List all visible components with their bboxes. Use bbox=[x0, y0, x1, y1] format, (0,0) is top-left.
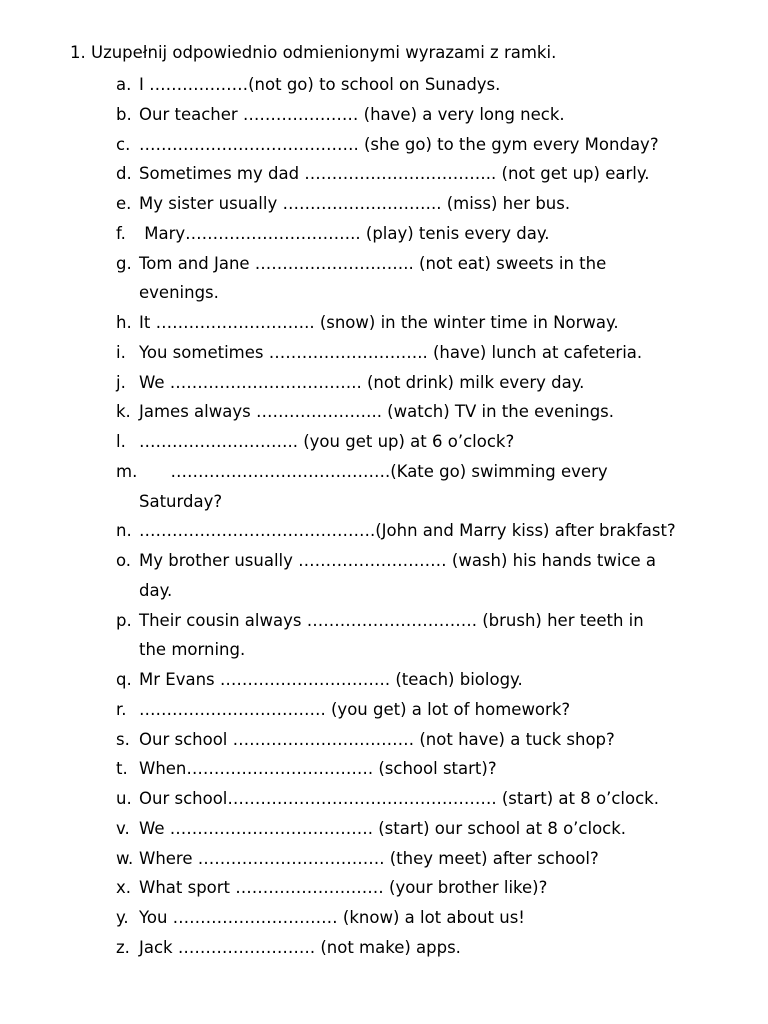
exercise-item bbox=[116, 516, 756, 546]
sentence-line: Jack ……………………. (not make) apps. bbox=[139, 937, 461, 957]
item-sentence bbox=[139, 130, 756, 160]
item-sentence bbox=[139, 665, 756, 695]
item-sentence bbox=[139, 606, 756, 666]
item-sentence bbox=[139, 100, 756, 130]
exercise-list bbox=[116, 70, 756, 963]
exercise-item bbox=[116, 784, 756, 814]
item-sentence bbox=[139, 457, 756, 517]
exercise-item bbox=[116, 606, 756, 666]
item-marker: b. bbox=[116, 104, 132, 124]
item-marker: y. bbox=[116, 908, 129, 927]
item-sentence bbox=[139, 427, 756, 457]
exercise-item bbox=[116, 873, 756, 903]
sentence-line: You ………………………… (know) a lot about us! bbox=[139, 908, 525, 927]
sentence-line: ……………………………. (you get) a lot of homework? bbox=[139, 699, 571, 719]
item-sentence bbox=[139, 397, 756, 427]
item-sentence bbox=[139, 249, 756, 309]
sentence-line: Our teacher ………………… (have) a very long neck. bbox=[139, 104, 565, 124]
exercise-item bbox=[116, 725, 756, 755]
sentence-line: Where ……………………………. (they meet) after school? bbox=[139, 848, 599, 868]
item-marker: u. bbox=[116, 789, 132, 808]
sentence-line: My sister usually ……………………….. (miss) her bus. bbox=[139, 194, 571, 213]
exercise-item bbox=[116, 814, 756, 844]
exercise-item bbox=[116, 159, 756, 189]
item-sentence bbox=[139, 725, 756, 755]
exercise-item bbox=[116, 457, 756, 517]
item-sentence bbox=[139, 70, 756, 100]
item-marker: s. bbox=[116, 729, 130, 749]
sentence-line: Tom and Jane ……………………….. (not eat) sweets in the bbox=[139, 253, 607, 273]
sentence-line: I ………………(not go) to school on Sunadys. bbox=[139, 75, 501, 94]
item-marker: m. bbox=[116, 461, 138, 481]
sentence-line: My brother usually ……………………… (wash) his hands twice a bbox=[139, 551, 657, 570]
exercise-item bbox=[116, 70, 756, 100]
sentence-line: What sport ……………………… (your brother like)? bbox=[139, 878, 548, 898]
exercise-item bbox=[116, 546, 756, 606]
exercise-item bbox=[116, 130, 756, 160]
item-marker: p. bbox=[116, 610, 132, 630]
exercise-item bbox=[116, 397, 756, 427]
item-sentence bbox=[139, 695, 756, 725]
item-marker: f. bbox=[116, 223, 126, 243]
item-marker: w. bbox=[116, 848, 134, 868]
exercise-item bbox=[116, 368, 756, 398]
item-marker: n. bbox=[116, 521, 132, 541]
item-marker: e. bbox=[116, 194, 132, 213]
sentence-line: …………………………………. (she go) to the gym every Monday? bbox=[139, 134, 659, 154]
exercise-item bbox=[116, 933, 756, 963]
sentence-line: Saturday? bbox=[139, 491, 223, 511]
sentence-line: day. bbox=[139, 580, 173, 600]
sentence-line: ……………………….. (you get up) at 6 o’clock? bbox=[139, 432, 515, 451]
sentence-line: You sometimes ……………………….. (have) lunch at cafeteria. bbox=[139, 342, 643, 362]
item-sentence bbox=[139, 189, 756, 219]
exercise-item bbox=[116, 219, 756, 249]
item-sentence bbox=[139, 368, 756, 398]
sentence-line: Mary………………………….. (play) tenis every day. bbox=[139, 223, 550, 243]
exercise-item bbox=[116, 249, 756, 309]
item-sentence bbox=[139, 933, 756, 963]
exercise-item bbox=[116, 695, 756, 725]
exercise-item bbox=[116, 338, 756, 368]
sentence-line: …………………………………….(John and Marry kiss) after brakfast? bbox=[139, 521, 676, 541]
exercise-item bbox=[116, 903, 756, 933]
item-sentence bbox=[139, 784, 756, 814]
item-sentence bbox=[139, 814, 756, 844]
item-sentence bbox=[139, 159, 756, 189]
item-sentence bbox=[139, 844, 756, 874]
sentence-line: evenings. bbox=[139, 283, 219, 303]
item-marker: j. bbox=[116, 372, 126, 392]
exercise-heading: 1. Uzupełnij odpowiednio odmienionymi wyrazami z ramki. bbox=[70, 43, 557, 62]
item-sentence bbox=[139, 338, 756, 368]
item-sentence bbox=[139, 516, 756, 546]
item-marker: i. bbox=[116, 342, 126, 362]
item-marker: r. bbox=[116, 699, 127, 719]
item-sentence bbox=[139, 903, 756, 933]
item-marker: d. bbox=[116, 164, 132, 184]
sentence-line: We ………………………………. (start) our school at 8 o’clock. bbox=[139, 818, 627, 838]
exercise-item bbox=[116, 308, 756, 338]
item-sentence bbox=[139, 219, 756, 249]
sentence-line: It ……………………….. (snow) in the winter time in Norway. bbox=[139, 313, 619, 332]
exercise-item bbox=[116, 427, 756, 457]
sentence-line: Our school …………………………… (not have) a tuck shop? bbox=[139, 729, 615, 749]
exercise-item bbox=[116, 844, 756, 874]
sentence-line: Their cousin always …………………………. (brush) her teeth in bbox=[139, 610, 644, 630]
item-marker: c. bbox=[116, 134, 131, 154]
item-marker: q. bbox=[116, 670, 132, 689]
item-sentence bbox=[139, 308, 756, 338]
item-marker: v. bbox=[116, 818, 130, 838]
item-sentence bbox=[139, 873, 756, 903]
exercise-item bbox=[116, 665, 756, 695]
sentence-line: Our school…………………………………………. (start) at 8 o’clock. bbox=[139, 789, 659, 808]
item-marker: g. bbox=[116, 253, 132, 273]
item-marker: o. bbox=[116, 551, 132, 570]
item-sentence bbox=[139, 754, 756, 784]
sentence-line: Mr Evans …………………………. (teach) biology. bbox=[139, 670, 523, 689]
sentence-line: Sometimes my dad …………………………….. (not get up) early. bbox=[139, 164, 650, 184]
item-marker: h. bbox=[116, 313, 132, 332]
item-marker: z. bbox=[116, 937, 130, 957]
sentence-line: ………………………………….(Kate go) swimming every bbox=[139, 461, 608, 481]
sentence-line: We …………………………….. (not drink) milk every day. bbox=[139, 372, 585, 392]
sentence-line: the morning. bbox=[139, 640, 246, 660]
exercise-item bbox=[116, 100, 756, 130]
item-marker: l. bbox=[116, 432, 126, 451]
item-marker: a. bbox=[116, 75, 132, 94]
sentence-line: When……………………………. (school start)? bbox=[139, 759, 497, 779]
item-marker: x. bbox=[116, 878, 132, 898]
exercise-item bbox=[116, 189, 756, 219]
item-sentence bbox=[139, 546, 756, 606]
item-marker: k. bbox=[116, 402, 131, 422]
item-marker: t. bbox=[116, 759, 128, 779]
sentence-line: James always ………………….. (watch) TV in the evenings. bbox=[139, 402, 615, 422]
exercise-item bbox=[116, 754, 756, 784]
